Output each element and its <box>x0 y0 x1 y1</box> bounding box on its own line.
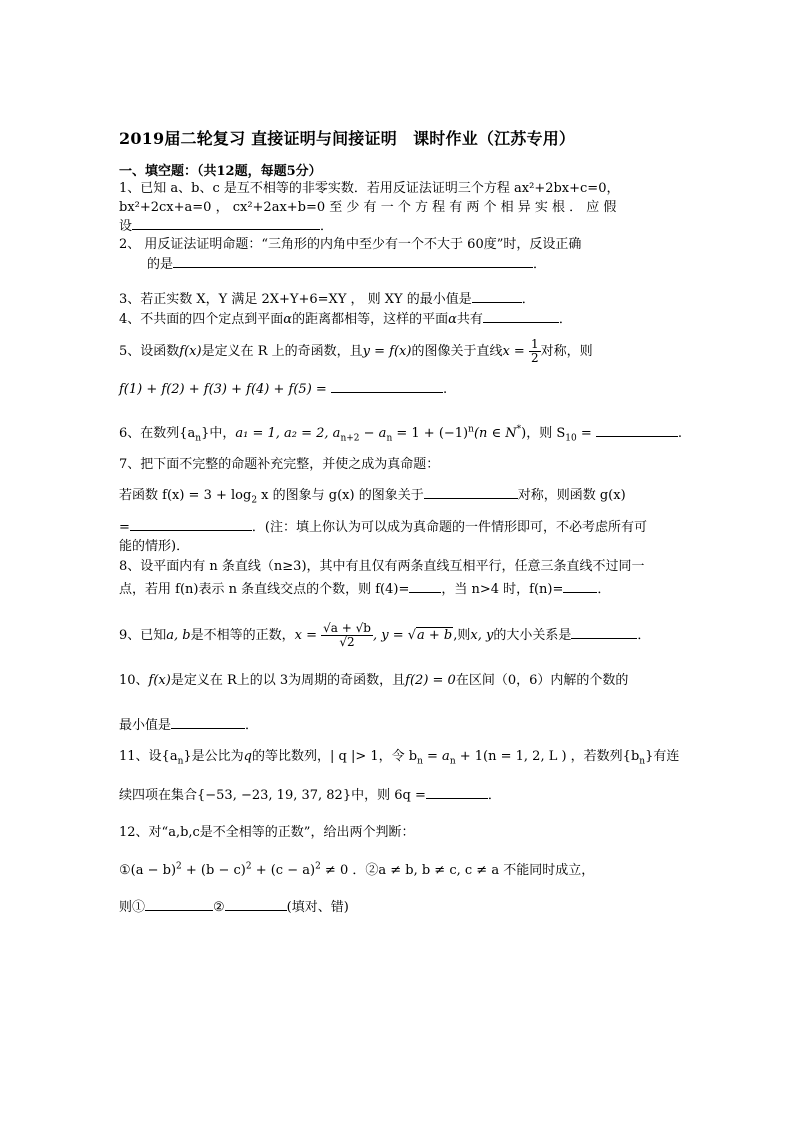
q9-text-d: ,则 <box>453 628 471 643</box>
q11-q: q <box>243 749 252 764</box>
q11-line2 <box>119 786 501 805</box>
q6-text-b: }中， <box>201 426 236 441</box>
q6-expr-d: − a <box>359 426 387 441</box>
q7-line4: 能的情形)． <box>119 539 190 554</box>
q1-line2: bx²+2cx+a=0 ， cx²+2ax+b=0 至 少 有 一 个 方 程 有 两 个 相 异 实 根 ． 应 假 <box>119 200 617 215</box>
q6-expr-f: (n ∈ N <box>473 426 517 441</box>
q11-sub-n-4: n <box>639 756 646 767</box>
q9-line1: 9、已知a, b是不相等的正数，x = $\frac{√a + √b}{√2}$ , y = √a + b,则x, y的大小关系是 ． <box>119 621 651 649</box>
q12-sup-1: 2 <box>176 861 182 872</box>
q11-text-set: 续四项在集合{−53, −23, 19, 37, 82}中，则 6q = <box>119 788 426 803</box>
q12-expr-a: ①(a − b) <box>119 863 177 878</box>
q12-sup-3: 2 <box>315 861 321 872</box>
q8-line1: 8、设平面内有 n 条直线（n≥3)，其中有且仅有两条直线互相平行，任意三条直线不过同一 <box>119 559 645 574</box>
q7-answer-blank-1[interactable] <box>424 486 518 499</box>
q6-line1: 6、在数列$\{a_n\}$中，a₁ = 1, a₂ = 2, $a_{n+2} - a_n = 1 + (-1)^n(n$ ∈ N*)，则 $S_{10}$ = . <box>119 424 683 444</box>
q11-text-c: 的等比数列，| q |> 1，令 b <box>251 749 418 764</box>
q4-text-a: 4、不共面的四个定点到平面 <box>119 312 284 327</box>
q7-line1: 7、把下面不完整的命题补充完整，并使之成为真命题： <box>119 457 440 472</box>
section-header: 一、填空题：（共12题，每题5分） <box>119 164 322 179</box>
q4-text-b: 的距离都相等，这样的平面 <box>292 312 449 327</box>
q1-line3-text: 设 <box>119 219 133 234</box>
q6-expr-h: ，则 S <box>526 426 566 441</box>
q6-expr-g: ) <box>521 426 527 441</box>
q11-text-b: }是公比为 <box>183 749 244 764</box>
q9-text-e: 的大小关系是 <box>493 628 572 643</box>
q9-sqrt-content: a + b <box>417 628 453 643</box>
q5-text-b: 是定义在 R 上的奇函数，且 <box>201 344 363 359</box>
alpha-symbol-2: α <box>448 312 457 327</box>
q11-sub-n: n <box>177 756 184 767</box>
q6-expr-e: = 1 + (−1) <box>392 426 469 441</box>
q9-text-b: 是不相等的正数， <box>190 628 295 643</box>
q9-text-a: 9、已知 <box>119 628 167 643</box>
q11-period: ． <box>487 788 501 803</box>
q10-answer-blank[interactable] <box>171 716 245 729</box>
q9-xeq: x = <box>294 628 317 643</box>
q10-text-c: 在区间（0，6）内解的个数的 <box>455 673 629 688</box>
q12-line2 <box>119 862 594 880</box>
q4-text-c: 共有 <box>456 312 483 327</box>
q5-fraction <box>529 338 541 365</box>
q11-line1 <box>119 748 679 766</box>
q5-frac-den: 2 <box>530 351 539 365</box>
q12-expr-b: + (b − c) <box>181 863 246 878</box>
q5-answer-blank[interactable] <box>331 380 443 393</box>
q2-line2: 的是 ． <box>147 257 547 272</box>
q2-answer-blank[interactable] <box>173 255 533 268</box>
q12-text-b: ② <box>213 900 225 915</box>
q11-text-e: + 1(n = 1, 2, L ) ，若数列{b <box>455 749 640 764</box>
q10-fx: f(x) <box>148 673 171 688</box>
q8-line2 <box>119 580 610 599</box>
q1-line1: 1、已知 a、b、c 是互不相等的非零实数．若用反证法证明三个方程 ax²+2bx+c=0， <box>119 181 620 196</box>
q12-line1: 12、对“a,b,c是不全相等的正数”，给出两个判断： <box>119 825 415 840</box>
q9-period: ． <box>637 628 651 643</box>
q5-line1 <box>119 338 593 365</box>
q7-text-eq: = <box>119 520 130 535</box>
q1-line3: 设 ． <box>119 219 334 234</box>
q10-text-b: 是定义在 R上的以 3为周期的奇函数，且 <box>170 673 406 688</box>
q5-yfx: y = f(x) <box>362 344 412 359</box>
q3-text: 3、若正实数 X，Y 满足 2X+Y+6=XY ， 则 XY 的最小值是 <box>119 292 472 307</box>
q12-text-c: (填对、错) <box>286 900 349 915</box>
q7-line2 <box>119 486 626 505</box>
q5-line2: f(1) + f(2) + f(3) + f(4) + f(5) = . <box>119 382 448 397</box>
q7-sub-2: 2 <box>251 495 258 506</box>
q5-frac-num: 1 <box>530 337 539 351</box>
q1-answer-blank[interactable] <box>132 217 320 230</box>
q12-expr-c: + (c − a) <box>251 863 316 878</box>
q8-answer-blank-2[interactable] <box>563 580 597 593</box>
q5-text-c: 的图像关于直线 <box>411 344 503 359</box>
q5-text-d: 对称，则 <box>540 344 593 359</box>
q7-text-c: 对称，则函数 g(x) <box>517 488 626 503</box>
q12-answer-blank-1[interactable] <box>145 898 213 911</box>
q5-xeq: x = <box>502 344 525 359</box>
q2-line2-text: 的是 <box>147 257 174 272</box>
q12-text-a: 则① <box>119 900 146 915</box>
q3-answer-blank[interactable] <box>472 290 522 303</box>
q9-answer-blank[interactable] <box>571 626 637 639</box>
q8-answer-blank-1[interactable] <box>409 580 441 593</box>
q3-line1: 3、若正实数 X，Y 满足 2X+Y+6=XY ， 则 XY 的最小值是 ． <box>119 292 535 307</box>
q10-period: ． <box>245 718 259 733</box>
q9-sqrt <box>416 627 453 643</box>
q5-fx: f(x) <box>179 344 202 359</box>
q7-note: ．(注：填上你认为可以成为真命题的一件情形即可，不必考虑所有可 <box>251 520 647 535</box>
q10-line1 <box>119 672 628 690</box>
q12-expr-d: ≠ 0 ．②a ≠ b, b ≠ c, c ≠ a 不能同时成立， <box>320 863 595 878</box>
q7-line3 <box>119 518 647 537</box>
q8-text-c: ． <box>597 582 611 597</box>
q11-answer-blank[interactable] <box>426 786 488 799</box>
q6-expr-c: a₁ = 1, a₂ = 2, a <box>235 426 341 441</box>
q6-answer-blank[interactable] <box>596 424 678 437</box>
q9-xy: x, y <box>470 628 494 643</box>
q6-sup-star: * <box>516 424 522 435</box>
q6-sub-n: n <box>195 433 202 444</box>
q6-sub-n-2: n <box>386 433 393 444</box>
q5-text-a: 5、设函数 <box>119 344 180 359</box>
q8-text-a: 点，若用 f(n)表示 n 条直线交点的个数，则 f(4)= <box>119 582 410 597</box>
q4-line1: 4、不共面的四个定点到平面α的距离都相等，这样的平面α共有 ． <box>119 312 572 327</box>
q9-yeq: , y = <box>372 628 404 643</box>
alpha-symbol: α <box>283 312 293 327</box>
q6-expr-i: = <box>576 426 592 441</box>
q9-ab: a, b <box>166 628 191 643</box>
q5-sum-expr: f(1) + f(2) + f(3) + f(4) + f(5) = <box>119 382 327 397</box>
page-title: 2019届二轮复习 直接证明与间接证明 课时作业（江苏专用） <box>119 129 576 148</box>
q10-f2: f(2) = 0 <box>405 673 456 688</box>
q7-answer-blank-2[interactable] <box>130 518 252 531</box>
q11-text-d: = a <box>422 749 450 764</box>
q7-text-a: 若函数 f(x) = 3 + log <box>119 488 252 503</box>
q6-sup-n: n <box>468 424 474 435</box>
q12-answer-blank-2[interactable] <box>225 898 287 911</box>
q9-frac-num: √a + √b <box>323 621 371 635</box>
q11-text-a: 11、设{a <box>119 749 178 764</box>
q11-text-f: }有连 <box>645 749 680 764</box>
q6-text-a: 6、在数列{a <box>119 426 196 441</box>
q6-sub-10: 10 <box>565 433 577 444</box>
q7-text-b: x 的图象与 g(x) 的图象关于 <box>257 488 424 503</box>
q9-fraction <box>321 622 373 649</box>
q10-line2 <box>119 716 258 735</box>
q9-frac-den: √2 <box>339 635 355 649</box>
q6-sub-n2: n+2 <box>340 433 360 444</box>
q12-sup-2: 2 <box>245 861 252 872</box>
q4-answer-blank[interactable] <box>483 310 559 323</box>
q12-line3 <box>119 898 349 917</box>
q10-text-min: 最小值是 <box>119 718 172 733</box>
q11-sub-n-2: n <box>417 756 423 767</box>
q10-text-a: 10、 <box>119 673 149 688</box>
q8-text-b: ，当 n>4 时，f(n)= <box>441 582 564 597</box>
q2-line1: 2、 用反证法证明命题：“三角形的内角中至少有一个不大于 60度”时，反设正确 <box>119 237 582 252</box>
q11-sub-n-3: n <box>449 756 456 767</box>
